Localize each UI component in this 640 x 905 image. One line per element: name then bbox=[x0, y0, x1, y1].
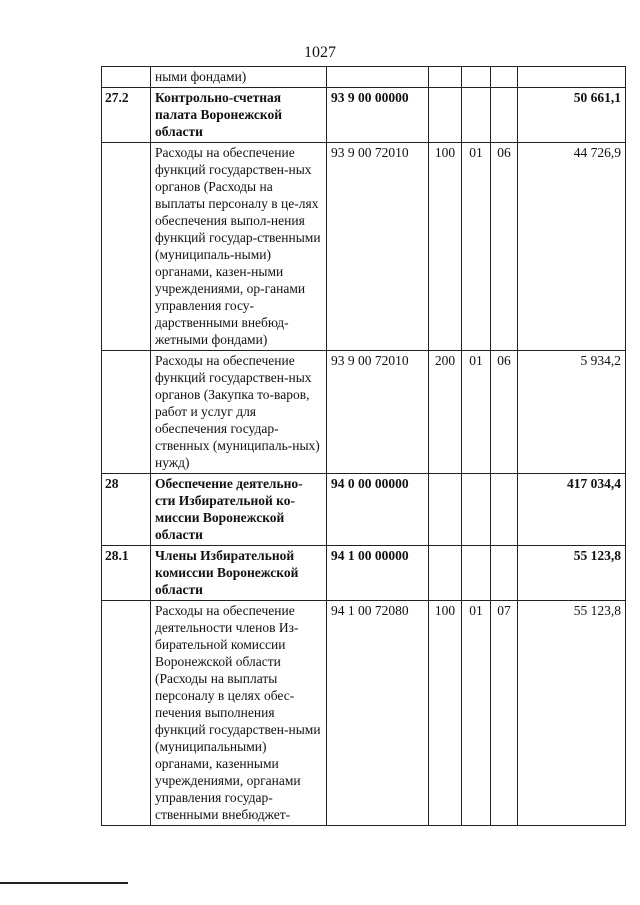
table-row bbox=[102, 351, 626, 474]
target-article-code-cell: 94 1 00 00000 bbox=[327, 546, 429, 601]
target-article-code-cell: 94 0 00 00000 bbox=[327, 474, 429, 546]
subsection-code-cell: 07 bbox=[491, 601, 518, 826]
amount-cell: 44 726,9 bbox=[518, 143, 626, 351]
amount-cell: 417 034,4 bbox=[518, 474, 626, 546]
subsection-code-cell bbox=[491, 67, 518, 88]
expense-type-code-cell: 100 bbox=[429, 601, 462, 826]
expense-name-cell: Расходы на обеспечение функций государствен-ных органов (Расходы на выплаты персоналу в це-лях обеспечения выпол-нения функций государ-ственными (муниципаль-ными) органами, казен-ными учреждениями, ор-ганами управления госу-дарственными внебюд-жетными фондами) bbox=[151, 143, 327, 351]
table-row bbox=[102, 88, 626, 143]
target-article-code-cell: 93 9 00 72010 bbox=[327, 143, 429, 351]
page-number: 1027 bbox=[304, 44, 336, 61]
expense-type-code-cell: 200 bbox=[429, 351, 462, 474]
amount-cell: 55 123,8 bbox=[518, 601, 626, 826]
expense-type-code-cell bbox=[429, 67, 462, 88]
subsection-code-cell bbox=[491, 88, 518, 143]
target-article-code-cell: 94 1 00 72080 bbox=[327, 601, 429, 826]
table-row bbox=[102, 143, 626, 351]
expense-type-code-cell bbox=[429, 474, 462, 546]
section-code-cell bbox=[462, 88, 491, 143]
row-number-cell bbox=[102, 351, 151, 474]
table-row bbox=[102, 67, 626, 88]
subsection-code-cell bbox=[491, 546, 518, 601]
footer-rule bbox=[0, 882, 128, 884]
section-code-cell: 01 bbox=[462, 601, 491, 826]
table-row bbox=[102, 601, 626, 826]
row-number-cell: 28.1 bbox=[102, 546, 151, 601]
amount-cell: 5 934,2 bbox=[518, 351, 626, 474]
expense-type-code-cell bbox=[429, 546, 462, 601]
table-body bbox=[102, 67, 626, 826]
amount-cell bbox=[518, 67, 626, 88]
target-article-code-cell: 93 9 00 00000 bbox=[327, 88, 429, 143]
row-number-cell bbox=[102, 143, 151, 351]
amount-cell: 50 661,1 bbox=[518, 88, 626, 143]
expense-name-cell: Расходы на обеспечение деятельности членов Из-бирательной комиссии Воронежской области (Расходы на выплаты персоналу в целях обес-печения выполнения функций государствен-ными (муниципальными) органами, казенными учреждениями, органами управления государ-ственными внебюджет- bbox=[151, 601, 327, 826]
budget-table bbox=[101, 66, 626, 826]
row-number-cell bbox=[102, 601, 151, 826]
table-row bbox=[102, 474, 626, 546]
target-article-code-cell bbox=[327, 67, 429, 88]
expense-name-cell: Контрольно-счетная палата Воронежской области bbox=[151, 88, 327, 143]
section-code-cell bbox=[462, 546, 491, 601]
expense-name-cell: ными фондами) bbox=[151, 67, 327, 88]
subsection-code-cell bbox=[491, 474, 518, 546]
expense-type-code-cell: 100 bbox=[429, 143, 462, 351]
section-code-cell: 01 bbox=[462, 143, 491, 351]
subsection-code-cell: 06 bbox=[491, 351, 518, 474]
section-code-cell bbox=[462, 474, 491, 546]
section-code-cell bbox=[462, 67, 491, 88]
expense-name-cell: Члены Избирательной комиссии Воронежской области bbox=[151, 546, 327, 601]
expense-type-code-cell bbox=[429, 88, 462, 143]
amount-cell: 55 123,8 bbox=[518, 546, 626, 601]
row-number-cell bbox=[102, 67, 151, 88]
row-number-cell: 28 bbox=[102, 474, 151, 546]
table-row bbox=[102, 546, 626, 601]
expense-name-cell: Обеспечение деятельно-сти Избирательной ко-миссии Воронежской области bbox=[151, 474, 327, 546]
row-number-cell: 27.2 bbox=[102, 88, 151, 143]
section-code-cell: 01 bbox=[462, 351, 491, 474]
target-article-code-cell: 93 9 00 72010 bbox=[327, 351, 429, 474]
subsection-code-cell: 06 bbox=[491, 143, 518, 351]
expense-name-cell: Расходы на обеспечение функций государствен-ных органов (Закупка то-варов, работ и услуг для обеспечения государ-ственных (муниципаль-ных) нужд) bbox=[151, 351, 327, 474]
